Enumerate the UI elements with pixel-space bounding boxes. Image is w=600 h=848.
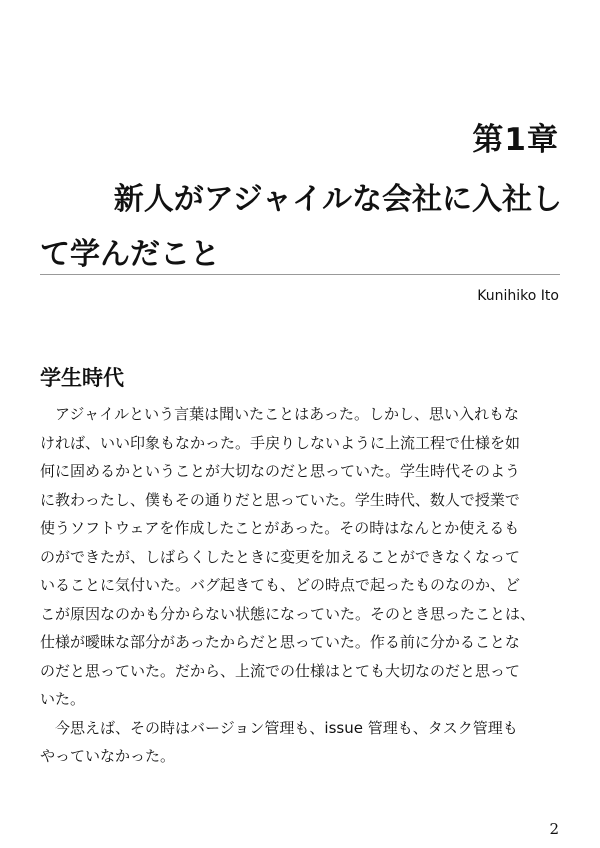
page-number: 2 (549, 820, 559, 838)
text-line: のだと思っていた。だから、上流での仕様はとても大切なのだと思って (40, 661, 521, 680)
text-line: アジャイルという言葉は聞いたことはあった。しかし、思い入れもな (55, 405, 519, 423)
chapter-title (40, 172, 562, 282)
text-line: 何に固めるかということが大切なのだと思っていた。学生時代そのよう (40, 462, 521, 480)
text-line: のができたが、しばらくしたときに変更を加えることができなくなって (40, 547, 521, 566)
text-line: いた。 (40, 690, 86, 708)
paragraph (40, 714, 560, 771)
section-body (40, 400, 560, 771)
text-line: 今思えば、その時はバージョン管理も、issue 管理も、タスク管理も (55, 718, 518, 737)
author-name: Kunihiko Ito (477, 288, 559, 304)
chapter-number: 第1章 (472, 122, 559, 158)
text-line: 仕様が曖昧な部分があったからだと思っていた。作る前に分かることな (40, 633, 520, 651)
text-line: こが原因なのかも分からない状態になっていた。そのとき思ったことは、 (40, 604, 536, 623)
section-heading: 学生時代 (40, 366, 124, 390)
text-line: 使うソフトウェアを作成したことがあった。その時はなんとか使えるも (40, 519, 520, 537)
chapter-title-line: 新人がアジャイルな会社に入社し (113, 182, 562, 217)
text-line: いることに気付いた。バグ起きても、どの時点で起ったものなのか、ど (40, 576, 521, 594)
paragraph (40, 400, 560, 714)
chapter-title-line: て学んだこと (40, 237, 220, 272)
text-line: やっていなかった。 (40, 747, 176, 765)
text-line: に教わったし、僕もその通りだと思っていた。学生時代、数人で授業で (40, 490, 520, 509)
text-line: ければ、いい印象もなかった。手戻りしないように上流工程で仕様を如 (40, 433, 521, 452)
title-divider (40, 274, 560, 275)
